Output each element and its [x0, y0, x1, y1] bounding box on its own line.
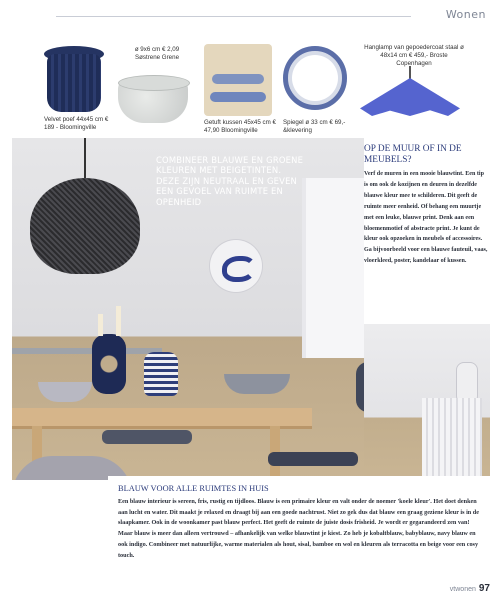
article-title: BLAUW VOOR ALLE RUIMTES IN HUIS: [118, 484, 269, 493]
tufted-cushion-image: [204, 44, 272, 116]
sidebar-title: OP DE MUUR OF IN DE MEUBELS?: [364, 144, 462, 165]
article-box: [108, 476, 490, 588]
product-caption-pouf: Velvet poef 44x45 cm € 189 - Bloomingville: [44, 116, 109, 131]
product-caption-tealight-holder: ø 9x6 cm € 2,09 Søstrene Grene: [134, 46, 180, 61]
blue-white-jar: [144, 352, 178, 396]
radiator: [422, 398, 482, 478]
page-number: 97: [478, 583, 490, 594]
sidebar: [364, 144, 488, 267]
wooden-table: [12, 408, 312, 429]
black-pendant-lamp: [30, 178, 140, 274]
article-body: Een blauw interieur is sereen, fris, rustig en tijdloos. Blauw is een primaire kleur en valt onder de noemer 'koele kleur'. Het doet denken aan lucht en water. Dit maakt je relaxed en draagt bij aan een goede nachtrust. Niet zo gek dus dat blauw een graag geziene kleur is in de slaapkamer. Ook in de woonkamer past blauw perfect. Het geeft de ruimte de juiste dosis frisheid. Je wordt er gegarandeerd zen van! Maar blauw is meer dan alleen vertrouwd – afhankelijk van welke blauwtint je kiest. Zo heb je kobaltblauw, babyblauw, navy blauw en ook indigo. Combineer met natuurlijke, warme materialen als hout, sisal, bamboe en wol en kleuren als terracotta en beige voor een cosy touch.: [118, 498, 479, 559]
decor-plate: [210, 240, 262, 292]
mirror-image: [283, 46, 347, 110]
candle-holder: [92, 334, 126, 394]
product-caption-pendant-lamp: Hanglamp van gepoedercoat staal ø 48x14 cm € 459,- Broste Copenhagen: [364, 44, 464, 67]
section-label: Wonen: [416, 8, 486, 21]
blue-chair: [356, 362, 364, 412]
pull-quote: COMBINEER BLAUWE EN GROENE KLEUREN MET BEIGETINTEN. DEZE ZIJN NEUTRAAL EN GEVEN EEN GEVOEL VAN RUIMTE EN OPENHEID: [156, 155, 304, 207]
magazine-name: vtwonen: [449, 586, 476, 593]
sidebar-body: Verf de muren in een mooie blauwtint. Een tip is om ook de kozijnen en deuren in dezelfde blauwe kleur mee te schilderen. Dit geeft de ruimte meer eenheid. Of behang een muurtje met een leuke, blauwe print. Denk aan een bloemenmotief of abstracte print. Je kunt de kleur ook opzoeken in meubels of accessoires. Ga bijvoorbeeld voor een blauwe fauteuil, vaas, vloerkleed, poster, kandelaar of kussen.: [364, 171, 488, 265]
product-caption-mirror: Spiegel ø 33 cm € 69,- &klevering: [283, 119, 346, 134]
interior-photo-right: [364, 324, 490, 480]
page-footer: [450, 583, 490, 594]
product-caption-cushion: Getuft kussen 45x45 cm € 47,90 Bloomingville: [204, 119, 276, 134]
